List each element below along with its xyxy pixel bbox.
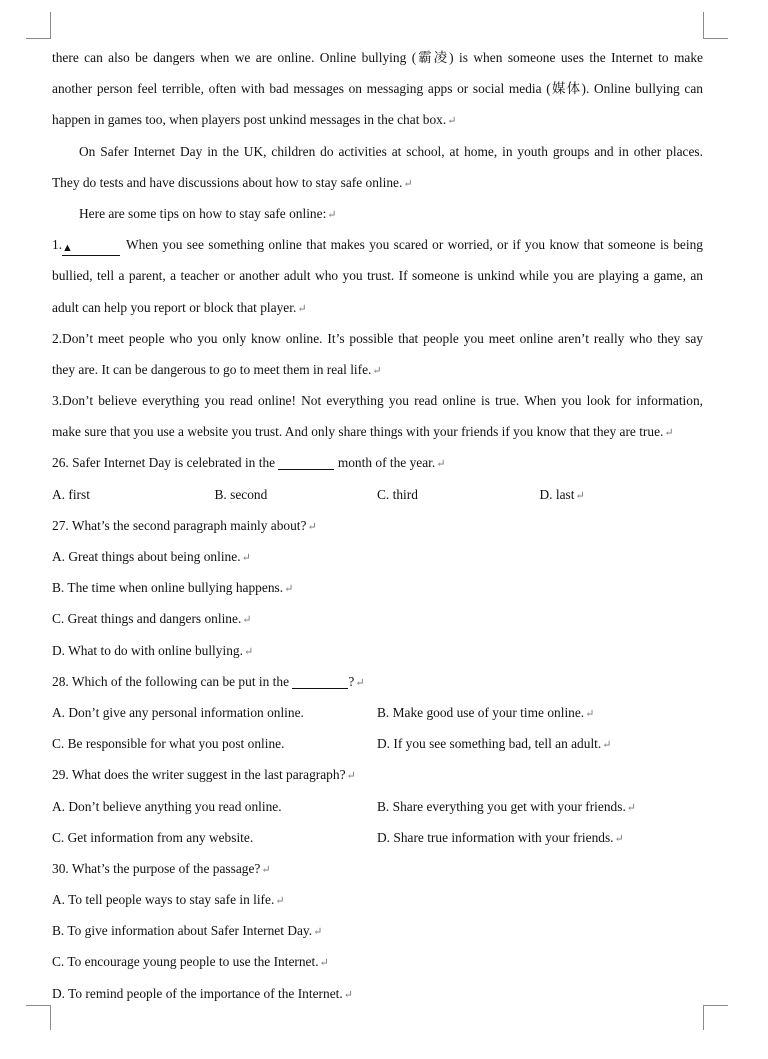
tip-3: [52, 385, 703, 447]
option-d[interactable]: D. If you see something bad, tell an adult.↵: [377, 736, 612, 752]
text-line: happen in games too, when players post unkind messages in the chat box.↵: [52, 112, 457, 128]
crop-mark-bottom-left: [26, 1005, 51, 1030]
paragraph-mark: ↵: [297, 302, 307, 315]
document-page: [52, 42, 703, 1009]
paragraph-mark: ↵: [626, 801, 637, 814]
paragraph-mark: ↵: [372, 364, 382, 377]
paragraph-mark: ↵: [343, 988, 353, 1001]
text-line: another person feel terrible, often with bad messages on messaging apps or social media (媒体). Online bullying can: [52, 81, 703, 97]
paragraph-mark: ↵: [403, 177, 413, 190]
paragraph-mark: ↵: [585, 707, 595, 720]
answer-blank: [278, 456, 334, 470]
question-30: [52, 853, 703, 1009]
tip-2: [52, 323, 703, 385]
paragraph-mark: ↵: [327, 208, 337, 221]
option-b[interactable]: B. The time when online bullying happens.↵: [52, 580, 294, 596]
crop-mark-top-right: [703, 12, 728, 39]
options-row: [52, 822, 703, 853]
crop-mark-top-left: [26, 12, 51, 39]
crop-mark-bottom-right: [703, 1005, 728, 1030]
paragraph-mark: ↵: [242, 614, 252, 627]
option-b[interactable]: B. second: [214, 486, 268, 502]
text-line: make sure that you use a website you trust. And only share things with your friends if you know that they are true.↵: [52, 424, 674, 440]
paragraph-mark: ↵: [436, 458, 446, 471]
option-d[interactable]: D. last↵: [539, 486, 585, 502]
passage-paragraph-bullying: [52, 42, 703, 136]
question-stem: 30. What’s the purpose of the passage?↵: [52, 860, 271, 876]
paragraph-mark: ↵: [346, 770, 356, 783]
paragraph-mark: ↵: [241, 552, 251, 564]
paragraph-mark: ↵: [275, 895, 285, 908]
option-d[interactable]: D. Share true information with your friends.↵: [377, 829, 624, 845]
question-stem: 27. What’s the second paragraph mainly about?↵: [52, 517, 317, 533]
passage-paragraph-safer-internet-day: [52, 136, 703, 198]
question-27: [52, 510, 703, 666]
tip-1: [52, 229, 703, 323]
paragraph-mark: ↵: [319, 957, 329, 970]
paragraph-mark: ↵: [261, 863, 271, 876]
text-line: bullied, tell a parent, a teacher or another adult who you trust. If someone is unkind while you are playing a game, an: [52, 268, 703, 284]
question-29: [52, 759, 703, 853]
question-stem: 29. What does the writer suggest in the last paragraph?↵: [52, 767, 356, 783]
paragraph-mark: ↵: [243, 645, 254, 658]
text-line: adult can help you report or block that player.↵: [52, 299, 307, 315]
option-a[interactable]: A. Don’t give any personal information online.: [52, 704, 304, 720]
paragraph-mark: ↵: [575, 489, 585, 502]
option-c[interactable]: C. Great things and dangers online.↵: [52, 611, 252, 627]
options-row: [52, 728, 703, 759]
text-line: 1.▲ When you see something online that makes you scared or worried, or if you know that someone is being: [52, 237, 703, 255]
option-c[interactable]: C. third: [377, 486, 418, 502]
option-d[interactable]: D. What to do with online bullying.↵: [52, 642, 254, 658]
options-row: [52, 791, 703, 822]
text-line: there can also be dangers when we are online. Online bullying (霸凌) is when someone uses the Internet to make: [52, 50, 703, 65]
options-row: [52, 697, 703, 728]
paragraph-mark: ↵: [307, 520, 317, 533]
paragraph-mark: ↵: [664, 427, 674, 440]
question-28: [52, 666, 703, 760]
option-c[interactable]: C. Get information from any website.: [52, 829, 254, 845]
paragraph-mark: ↵: [355, 676, 365, 689]
answer-blank: [292, 675, 348, 689]
question-26: [52, 447, 703, 509]
option-a[interactable]: A. Great things about being online.↵: [52, 549, 251, 564]
text-line: 2.Don’t meet people who you only know online. It’s possible that people you meet online aren’t really who they say: [52, 330, 703, 346]
paragraph-mark: ↵: [614, 832, 624, 845]
option-b[interactable]: B. Make good use of your time online.↵: [377, 704, 595, 720]
option-c[interactable]: C. To encourage young people to use the Internet.↵: [52, 954, 329, 970]
paragraph-mark: ↵: [447, 115, 457, 128]
text-line: They do tests and have discussions about how to stay safe online.↵: [52, 174, 413, 190]
question-stem: 26. Safer Internet Day is celebrated in the month of the year.↵: [52, 455, 446, 471]
options-row: [52, 479, 703, 510]
option-a[interactable]: A. To tell people ways to stay safe in life.↵: [52, 892, 285, 908]
paragraph-mark: ↵: [602, 739, 612, 752]
text-line: 3.Don’t believe everything you read online! Not everything you read online is true. When you look for information,: [52, 393, 703, 409]
tip-number: 1.: [52, 237, 63, 253]
option-d[interactable]: D. To remind people of the importance of the Internet.↵: [52, 985, 353, 1001]
option-a[interactable]: A. Don’t believe anything you read online.: [52, 798, 282, 814]
option-a[interactable]: A. first: [52, 486, 90, 502]
passage-tips-intro: Here are some tips on how to stay safe online:↵: [79, 205, 337, 221]
option-b[interactable]: B. Share everything you get with your friends.↵: [377, 798, 637, 814]
answer-blank-triangle: ▲: [62, 241, 120, 256]
option-c[interactable]: C. Be responsible for what you post online.: [52, 736, 285, 752]
paragraph-mark: ↵: [313, 926, 323, 939]
text-line: On Safer Internet Day in the UK, children do activities at school, at home, in youth groups and in other places.: [79, 143, 703, 159]
text-line: they are. It can be dangerous to go to meet them in real life.↵: [52, 361, 382, 377]
paragraph-mark: ↵: [284, 583, 294, 596]
question-stem: 28. Which of the following can be put in the ?↵: [52, 673, 365, 689]
option-b[interactable]: B. To give information about Safer Internet Day.↵: [52, 923, 323, 939]
